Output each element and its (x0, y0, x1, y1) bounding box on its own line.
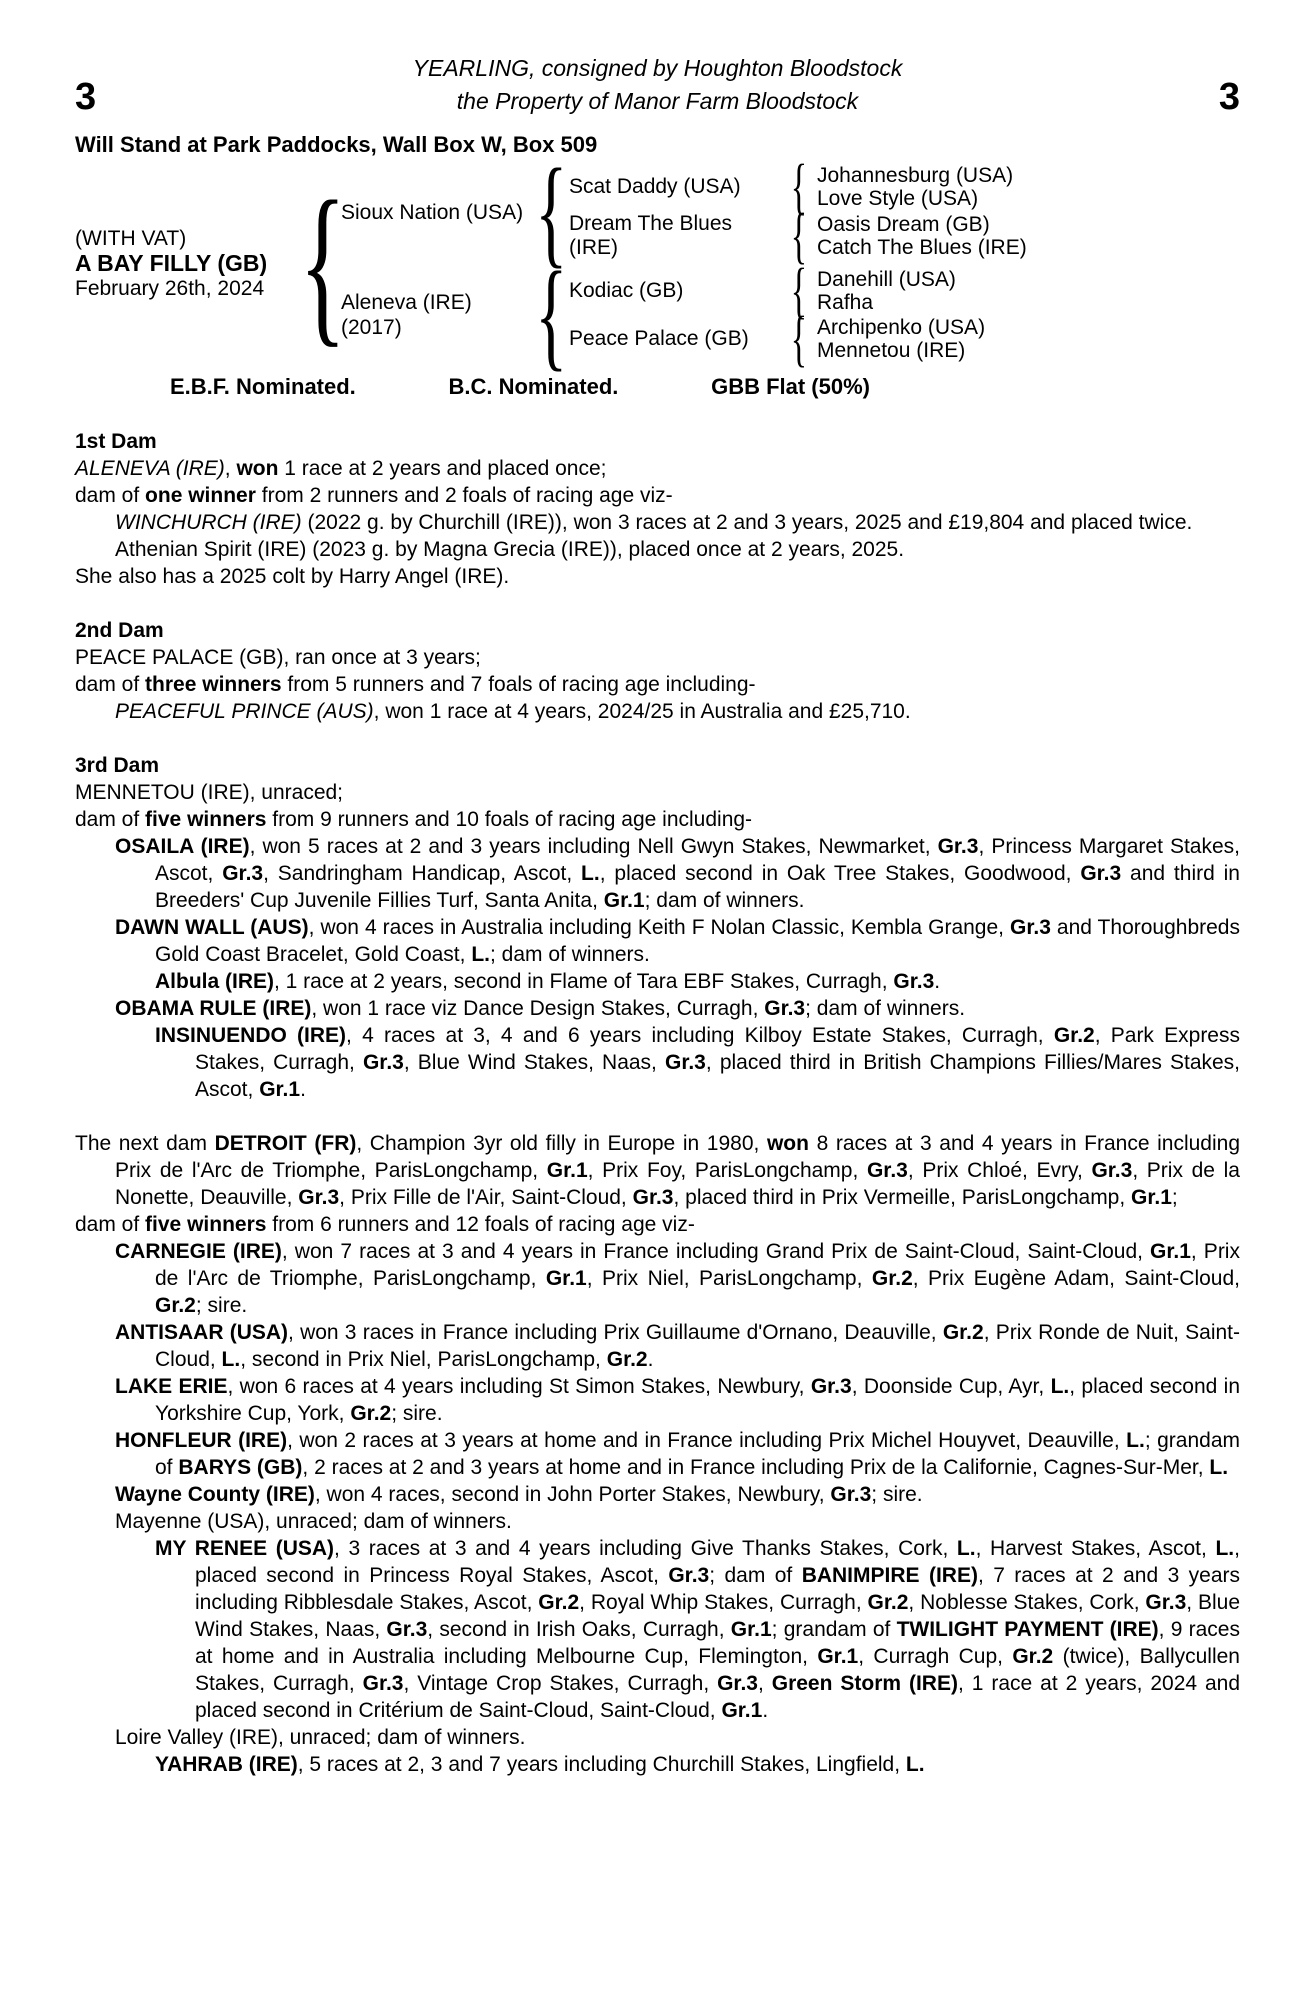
great-grandparents (817, 213, 1027, 259)
text-segment: , Champion 3yr old filly in Europe in 1980, (356, 1132, 767, 1155)
subject-block (75, 164, 305, 362)
pedigree-paragraph (75, 1508, 1240, 1535)
sire-name: Sioux Nation (USA) (341, 200, 524, 224)
text-segment: , Blue Wind Stakes, Naas, (195, 1591, 1240, 1641)
text-segment: YAHRAB (IRE) (155, 1753, 298, 1776)
text-segment: five winners (145, 808, 267, 831)
dam-name: Aleneva (IRE) (341, 291, 472, 314)
text-segment: Gr.1 (259, 1078, 301, 1101)
text-segment: from 9 runners and 10 foals of racing age including- (266, 808, 753, 831)
text-segment: , won 7 races at 3 and 4 years in France including Grand Prix de Saint-Cloud, Saint-Cloud, (281, 1240, 1151, 1263)
text-segment: , Prix de l'Arc de Triomphe, ParisLongchamp, (155, 1240, 1240, 1290)
ancestor-name: Archipenko (USA) (817, 316, 986, 339)
pedigree-paragraph (75, 1535, 1240, 1724)
text-segment: , Prix Niel, ParisLongchamp, (586, 1267, 872, 1290)
text-segment: , Doonside Cup, Ayr, (851, 1375, 1051, 1398)
pedigree-paragraph (75, 671, 1240, 698)
text-segment: , 9 races at home and in Australia including Melbourne Cup, Flemington, (195, 1618, 1240, 1668)
section-next-dam (75, 1130, 1240, 1778)
text-segment: Gr.3 (893, 970, 935, 993)
text-segment: , Prix Foy, ParisLongchamp, (587, 1159, 867, 1182)
text-segment: Gr.3 (866, 1159, 908, 1182)
title-block (145, 52, 1170, 118)
text-segment: five winners (145, 1213, 267, 1236)
text-segment: , won 1 race viz Dance Design Stakes, Curragh, (311, 997, 765, 1020)
text-segment: , won 4 races in Australia including Keith F Nolan Classic, Kembla Grange, (308, 916, 1011, 939)
text-segment: LAKE ERIE (115, 1375, 228, 1398)
section-heading: 1st Dam (75, 430, 157, 453)
ebf-nominated: E.B.F. Nominated. (170, 374, 356, 399)
sire-branch: Sioux Nation (USA) { Scat Daddy (USA) { Johannesburg (USA) Love Style (USA) Dream The Blues (IRE) { Oasis Dream (GB) Catch The Blues (IRE) (341, 144, 1027, 279)
text-segment: The next dam (75, 1132, 215, 1155)
subject-name: A BAY FILLY (GB) (75, 249, 268, 276)
text-segment: L. (471, 943, 490, 966)
text-segment: ; dam of winners. (489, 943, 650, 966)
text-segment: , Harvest Stakes, Ascot, (975, 1537, 1216, 1560)
text-segment: , Prix Chloé, Evry, (907, 1159, 1092, 1182)
text-segment: . (934, 970, 941, 993)
text-segment: , Sandringham Handicap, Ascot, (263, 862, 582, 885)
ancestor-name: Danehill (USA) (817, 268, 956, 291)
dam-branch: Aleneva (IRE) (2017) { Kodiac (GB) { Danehill (USA) Rafha Peace Palace (GB) { Archipenko (USA) Mennetou (IRE) (341, 247, 986, 382)
text-segment: BANIMPIRE (IRE) (801, 1564, 978, 1587)
granddam-branch: Dream The Blues (IRE) { Oasis Dream (GB) Catch The Blues (IRE) (569, 202, 1027, 270)
pedigree-paragraph (75, 806, 1240, 833)
granddam-name: Dream The Blues (IRE) (569, 212, 733, 259)
text-segment: ; dam of (709, 1564, 802, 1587)
text-segment: ; grandam of (155, 1429, 1240, 1479)
ancestor-name: Mennetou (IRE) (817, 339, 966, 362)
consigned-line: YEARLING, consigned by Houghton Bloodstock (412, 55, 903, 81)
text-segment: Gr.1 (721, 1699, 763, 1722)
text-segment: Gr.3 (717, 1672, 758, 1695)
ancestor-name: Oasis Dream (GB) (817, 213, 990, 236)
foal-date: February 26th, 2024 (75, 276, 265, 300)
text-segment: from 2 runners and 2 foals of racing age viz- (255, 484, 673, 507)
text-segment: Gr.3 (386, 1618, 428, 1641)
text-segment: , 5 races at 2, 3 and 7 years including Churchill Stakes, Lingfield, (297, 1753, 906, 1776)
text-segment: Gr.1 (545, 1267, 587, 1290)
text-segment: and Thoroughbreds Gold Coast Bracelet, Gold Coast, (155, 916, 1240, 966)
text-segment: won (236, 457, 279, 480)
text-segment: 1 race at 2 years and placed once; (278, 457, 607, 480)
root-brace: { (299, 164, 347, 362)
text-segment: Gr.1 (817, 1645, 859, 1668)
section-heading: 3rd Dam (75, 754, 160, 777)
great-grandparents (817, 164, 1013, 210)
dam-year: (2017) (341, 316, 402, 339)
text-segment: DETROIT (FR) (214, 1132, 357, 1155)
pedigree-paragraph (75, 482, 1240, 509)
text-segment: Gr.3 (830, 1483, 872, 1506)
text-segment: , 1 race at 2 years, 2024 and placed second in Critérium de Saint-Cloud, Saint-Cloud, (195, 1672, 1241, 1722)
section-first-dam (75, 428, 1240, 590)
ancestor-name: Rafha (817, 291, 874, 314)
pedigree-paragraph (75, 1481, 1240, 1508)
text-segment: OBAMA RULE (IRE) (115, 997, 312, 1020)
pedigree-paragraph (75, 509, 1240, 536)
text-segment: dam of (75, 673, 146, 696)
text-segment: INSINUENDO (IRE) (155, 1024, 347, 1047)
section-third-dam (75, 752, 1240, 1103)
ancestor-name: Love Style (USA) (817, 187, 979, 210)
text-segment: MENNETOU (IRE), unraced; (75, 781, 344, 804)
text-segment: ; grandam of (771, 1618, 897, 1641)
pedigree-paragraph (75, 1130, 1240, 1211)
text-segment: Loire Valley (IRE), unraced; dam of winners. (115, 1726, 526, 1749)
pedigree-paragraph (75, 1319, 1240, 1373)
pedigree-paragraph (75, 563, 1240, 590)
text-segment: Gr.2 (1053, 1024, 1095, 1047)
text-segment: . (300, 1078, 306, 1101)
text-segment: TWILIGHT PAYMENT (IRE) (896, 1618, 1159, 1641)
pedigree-paragraph (75, 1211, 1240, 1238)
text-segment: , (757, 1672, 772, 1695)
text-segment: Gr.3 (298, 1186, 340, 1209)
text-segment: from 5 runners and 7 foals of racing age including- (281, 673, 756, 696)
text-segment: , won 5 races at 2 and 3 years including Nell Gwyn Stakes, Newmarket, (249, 835, 938, 858)
text-segment: L. (221, 1348, 241, 1371)
text-segment: L. (1209, 1456, 1229, 1479)
text-segment: ALENEVA (IRE) (75, 457, 225, 480)
ancestor-name: Johannesburg (USA) (817, 164, 1014, 187)
text-segment: Green Storm (IRE) (771, 1672, 958, 1695)
text-segment: , placed second in Yorkshire Cup, York, (155, 1375, 1240, 1425)
text-segment: , won 6 races at 4 years including St Simon Stakes, Newbury, (227, 1375, 811, 1398)
text-segment: L. (1050, 1375, 1070, 1398)
text-segment: , placed second in Oak Tree Stakes, Goodwood, (599, 862, 1081, 885)
text-segment: Gr.1 (1131, 1186, 1172, 1209)
section-heading: 2nd Dam (75, 619, 164, 642)
text-segment: , Curragh Cup, (858, 1645, 1013, 1668)
lot-number-right: 3 (1218, 76, 1240, 118)
text-segment: HONFLEUR (IRE) (115, 1429, 288, 1452)
text-segment: Gr.2 (942, 1321, 984, 1344)
pedigree-paragraph (75, 995, 1240, 1022)
nominations-line (170, 374, 870, 400)
text-segment: , won 3 races in France including Prix Guillaume d'Ornano, Deauville, (288, 1321, 943, 1344)
text-segment: , 1 race at 2 years, second in Flame of Tara EBF Stakes, Curragh, (274, 970, 894, 993)
text-segment: ; sire. (871, 1483, 923, 1506)
text-segment: OSAILA (IRE) (115, 835, 250, 858)
text-segment: Gr.3 (1091, 1159, 1133, 1182)
text-segment: dam of (75, 484, 146, 507)
text-segment: Gr.2 (538, 1591, 580, 1614)
text-segment: ; sire. (195, 1294, 248, 1317)
text-segment: DAWN WALL (AUS) (115, 916, 309, 939)
pedigree-paragraph (75, 1373, 1240, 1427)
pedigree-paragraph (75, 1751, 1240, 1778)
text-segment: . (762, 1699, 769, 1722)
text-segment: Gr.3 (1145, 1591, 1187, 1614)
text-segment: ; dam of winners. (805, 997, 966, 1020)
lot-number-left: 3 (75, 76, 97, 118)
text-segment: , placed second in Princess Royal Stakes, Ascot, (195, 1537, 1240, 1587)
text-segment: Gr.2 (867, 1591, 909, 1614)
text-segment: Gr.3 (764, 997, 806, 1020)
pedigree-paragraph (75, 1022, 1240, 1103)
text-segment: PEACEFUL PRINCE (AUS) (115, 700, 374, 723)
text-segment: , Blue Wind Stakes, Naas, (403, 1051, 665, 1074)
text-segment: , 3 races at 3 and 4 years including Give Thanks Stakes, Cork, (334, 1537, 957, 1560)
text-segment: Gr.3 (937, 835, 979, 858)
text-segment: , placed third in British Champions Fillies/Mares Stakes, Ascot, (195, 1051, 1241, 1101)
text-segment: ; dam of winners. (644, 889, 805, 912)
text-segment: Gr.2 (155, 1294, 196, 1317)
text-segment: dam of (75, 808, 146, 831)
text-segment: , (224, 457, 237, 480)
damsire-name: Kodiac (GB) (569, 279, 684, 302)
text-segment: ; (1171, 1186, 1178, 1209)
great-grandparents (817, 268, 956, 314)
text-segment: , won 4 races, second in John Porter Stakes, Newbury, (314, 1483, 831, 1506)
text-segment: Gr.3 (665, 1051, 706, 1074)
text-segment: Athenian Spirit (IRE) (2023 g. by Magna Grecia (IRE)), placed once at 2 years, 2025. (115, 538, 905, 561)
text-segment: , Royal Whip Stakes, Curragh, (579, 1591, 868, 1614)
text-segment: L. (956, 1537, 976, 1560)
text-segment: MY RENEE (USA) (155, 1537, 335, 1560)
pedigree-paragraph (75, 1724, 1240, 1751)
text-segment: dam of (75, 1213, 146, 1236)
text-segment: L. (905, 1753, 925, 1776)
dam-name-block (341, 290, 533, 340)
gbb-flat: GBB Flat (50%) (711, 374, 870, 399)
text-segment: Gr.1 (730, 1618, 772, 1641)
text-segment: WINCHURCH (IRE) (115, 511, 302, 534)
text-segment: Gr.1 (603, 889, 645, 912)
text-segment: Gr.2 (871, 1267, 913, 1290)
grandsire-name: Scat Daddy (USA) (569, 175, 741, 198)
text-segment: , Prix de la Nonette, Deauville, (115, 1159, 1240, 1209)
text-segment: BARYS (GB) (178, 1456, 303, 1479)
text-segment: Gr.3 (362, 1672, 404, 1695)
section-second-dam (75, 617, 1240, 725)
great-grandparents (817, 316, 985, 362)
pedigree-paragraph (75, 1238, 1240, 1319)
text-segment: Gr.3 (668, 1564, 710, 1587)
text-segment: Gr.3 (362, 1051, 404, 1074)
pedigree-paragraph (75, 779, 1240, 806)
text-segment: Albula (IRE) (155, 970, 274, 993)
text-segment: , Prix Eugène Adam, Saint-Cloud, (912, 1267, 1240, 1290)
text-segment: from 6 runners and 12 foals of racing age viz- (266, 1213, 695, 1236)
grandsire-branch: Scat Daddy (USA) { Johannesburg (USA) Love Style (USA) (569, 153, 1014, 221)
text-segment: , Park Express Stakes, Curragh, (195, 1024, 1240, 1074)
text-segment: ANTISAAR (USA) (115, 1321, 289, 1344)
text-segment: Gr.2 (606, 1348, 648, 1371)
bc-nominated: B.C. Nominated. (448, 374, 619, 399)
text-segment: , won 2 races at 3 years at home and in France including Prix Michel Houyvet, Deauville, (287, 1429, 1127, 1452)
text-segment: , placed third in Prix Vermeille, ParisLongchamp, (673, 1186, 1132, 1209)
pedigree-paragraph (75, 968, 1240, 995)
pedigree-paragraph (75, 644, 1240, 671)
vat-note: (WITH VAT) (75, 226, 187, 250)
text-segment: L. (581, 862, 600, 885)
text-segment: She also has a 2025 colt by Harry Angel (IRE). (75, 565, 510, 588)
page-header (75, 52, 1240, 118)
text-segment: , Princess Margaret Stakes, Ascot, (155, 835, 1240, 885)
pedigree-paragraph (75, 455, 1240, 482)
text-segment: Gr.2 (1012, 1645, 1054, 1668)
text-segment: PEACE PALACE (GB), ran once at 3 years; (75, 646, 481, 669)
text-segment: , won 1 race at 4 years, 2024/25 in Australia and £25,710. (373, 700, 911, 723)
text-segment: , Noblesse Stakes, Cork, (908, 1591, 1146, 1614)
text-segment: Wayne County (IRE) (115, 1483, 315, 1506)
text-segment: and third in Breeders' Cup Juvenile Fillies Turf, Santa Anita, (155, 862, 1240, 912)
text-segment: L. (1126, 1429, 1145, 1452)
text-segment: one winner (145, 484, 256, 507)
second-dam-branch: Peace Palace (GB) { Archipenko (USA) Mennetou (IRE) (569, 305, 986, 373)
text-segment: Gr.3 (222, 862, 264, 885)
text-segment: 8 races at 3 and 4 years in France including Prix de l'Arc de Triomphe, ParisLongchamp, (115, 1132, 1241, 1182)
text-segment: Gr.1 (546, 1159, 588, 1182)
text-segment: Gr.3 (810, 1375, 852, 1398)
pedigree-paragraph (75, 536, 1240, 563)
pedigree-paragraph (75, 698, 1240, 725)
text-segment: , 4 races at 3, 4 and 6 years including Kilboy Estate Stakes, Curragh, (346, 1024, 1054, 1047)
text-segment: CARNEGIE (IRE) (115, 1240, 282, 1263)
ancestor-name: Catch The Blues (IRE) (817, 236, 1027, 259)
sire-name-block (341, 200, 533, 225)
text-segment: L. (1215, 1537, 1235, 1560)
text-segment: , Prix Ronde de Nuit, Saint-Cloud, (155, 1321, 1241, 1371)
dam-sections (75, 428, 1240, 1778)
property-line: the Property of Manor Farm Bloodstock (456, 88, 859, 114)
second-dam-name: Peace Palace (GB) (569, 327, 749, 350)
text-segment: (2022 g. by Churchill (IRE)), won 3 races at 2 and 3 years, 2025 and £19,804 and placed twice. (301, 511, 1193, 534)
pedigree-paragraph (75, 914, 1240, 968)
text-segment: Gr.3 (632, 1186, 674, 1209)
text-segment: Gr.3 (1010, 916, 1051, 939)
text-segment: , Vintage Crop Stakes, Curragh, (403, 1672, 718, 1695)
generation-1-column (341, 144, 1027, 382)
text-segment: Gr.1 (1150, 1240, 1191, 1263)
text-segment: three winners (145, 673, 282, 696)
text-segment: Gr.2 (350, 1402, 392, 1425)
text-segment: , Prix Fille de l'Air, Saint-Cloud, (339, 1186, 633, 1209)
text-segment: , 7 races at 2 and 3 years including Ribblesdale Stakes, Ascot, (195, 1564, 1241, 1614)
text-segment: , second in Irish Oaks, Curragh, (427, 1618, 731, 1641)
text-segment: Gr.3 (1080, 862, 1122, 885)
text-segment: won (766, 1132, 809, 1155)
text-segment: ; sire. (391, 1402, 443, 1425)
pedigree-paragraph (75, 1427, 1240, 1481)
text-segment: Mayenne (USA), unraced; dam of winners. (115, 1510, 512, 1533)
text-segment: . (647, 1348, 654, 1371)
damsire-branch: Kodiac (GB) { Danehill (USA) Rafha (569, 257, 956, 325)
pedigree-paragraph (75, 833, 1240, 914)
text-segment: , 2 races at 2 and 3 years at home and in France including Prix de la Californie, Cagnes-Sur-Mer, (302, 1456, 1210, 1479)
text-segment: (twice), Ballycullen Stakes, Curragh, (195, 1645, 1240, 1695)
text-segment: , second in Prix Niel, ParisLongchamp, (240, 1348, 607, 1371)
stand-location-line: Will Stand at Park Paddocks, Wall Box W, Box 509 (75, 132, 598, 157)
